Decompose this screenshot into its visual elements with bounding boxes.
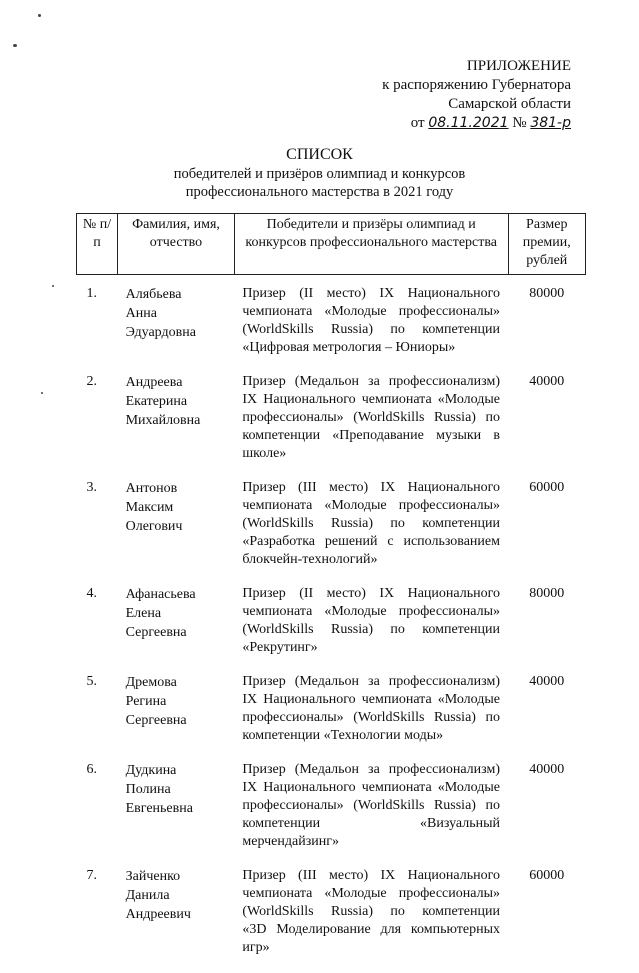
table-row — [77, 373, 586, 479]
name-part: Максим — [126, 498, 231, 517]
achievement-line: «3D Моделирование для компьютерных игр» — [242, 921, 500, 957]
name-part: Олегович — [126, 517, 231, 536]
row-achievement — [234, 479, 508, 585]
name-part: Антонов — [126, 479, 231, 498]
achievement-line: чемпионата «Молодые профессионалы» — [242, 303, 500, 321]
name-part: Дудкина — [126, 761, 231, 780]
appendix-line-2: к распоряжению Губернатора — [341, 76, 571, 95]
table-row — [77, 673, 586, 761]
achievement-line: Призер (Медальон за профессионализм) — [242, 761, 500, 779]
row-achievement — [234, 761, 508, 867]
row-number: 7. — [77, 867, 118, 973]
table-body — [77, 275, 586, 973]
name-part: Евгеньевна — [126, 799, 231, 818]
achievement-line: компетенции «Визуальный мерчендайзинг» — [242, 815, 500, 851]
row-number: 1. — [77, 285, 118, 373]
row-prize: 40000 — [508, 761, 586, 867]
achievement-line: блокчейн-технологий» — [242, 551, 500, 569]
row-full-name — [118, 585, 235, 673]
name-part: Зайченко — [126, 867, 231, 886]
row-full-name — [118, 479, 235, 585]
scan-speck — [38, 14, 41, 17]
row-full-name — [118, 673, 235, 761]
header-prize: Размер премии, рублей — [508, 214, 586, 275]
table-row — [77, 479, 586, 585]
number-label: № — [512, 115, 526, 131]
name-part: Сергеевна — [126, 711, 231, 730]
row-prize: 60000 — [508, 479, 586, 585]
achievement-line: «Разработка решений с использованием — [242, 533, 500, 551]
row-number: 2. — [77, 373, 118, 479]
name-part: Эдуардовна — [126, 323, 231, 342]
achievement-line: профессионалы» (WorldSkills Russia) по — [242, 797, 500, 815]
achievement-line: (WorldSkills Russia) по компетенции — [242, 515, 500, 533]
title-main: СПИСОК — [0, 145, 639, 165]
header-num: № п/п — [77, 214, 118, 275]
row-full-name — [118, 867, 235, 973]
name-part: Андреевич — [126, 905, 231, 924]
row-full-name — [118, 373, 235, 479]
table-row — [77, 761, 586, 867]
name-part: Сергеевна — [126, 623, 231, 642]
row-achievement — [234, 673, 508, 761]
scan-speck — [41, 392, 43, 394]
row-prize: 40000 — [508, 373, 586, 479]
name-part: Полина — [126, 780, 231, 799]
name-part: Елена — [126, 604, 231, 623]
achievement-line: чемпионата «Молодые профессионалы» — [242, 603, 500, 621]
table-row — [77, 867, 586, 973]
achievement-line: компетенции «Технологии моды» — [242, 727, 500, 745]
header-desc: Победители и призёры олимпиад и конкурсов профессионального мастерства — [234, 214, 508, 275]
name-part: Дремова — [126, 673, 231, 692]
row-prize: 40000 — [508, 673, 586, 761]
header-name: Фамилия, имя, отчество — [118, 214, 235, 275]
handwritten-date: 08.11.2021 — [428, 115, 508, 131]
from-label: от — [411, 115, 425, 131]
achievement-line: чемпионата «Молодые профессионалы» — [242, 497, 500, 515]
achievement-line: «Рекрутинг» — [242, 639, 500, 657]
row-number: 6. — [77, 761, 118, 867]
achievement-line: Призер (Медальон за профессионализм) — [242, 373, 500, 391]
achievement-line: чемпионата «Молодые профессионалы» — [242, 885, 500, 903]
achievement-line: компетенции «Преподавание музыки в школе» — [242, 427, 500, 463]
title-sub-1: победителей и призёров олимпиад и конкурсов — [0, 165, 639, 183]
appendix-heading: ПРИЛОЖЕНИЕ — [341, 57, 571, 76]
row-achievement — [234, 867, 508, 973]
achievement-line: Призер (II место) IX Национального — [242, 285, 500, 303]
achievement-line: профессионалы» (WorldSkills Russia) по — [242, 709, 500, 727]
appendix-block — [341, 57, 571, 133]
row-number: 5. — [77, 673, 118, 761]
name-part: Екатерина — [126, 392, 231, 411]
achievement-line: IX Национального чемпионата «Молодые — [242, 691, 500, 709]
achievement-line: «Цифровая метрология – Юниоры» — [242, 339, 500, 357]
row-prize: 60000 — [508, 867, 586, 973]
achievement-line: (WorldSkills Russia) по компетенции — [242, 621, 500, 639]
row-prize: 80000 — [508, 585, 586, 673]
achievement-line: IX Национального чемпионата «Молодые — [242, 779, 500, 797]
row-achievement — [234, 585, 508, 673]
row-achievement — [234, 285, 508, 373]
winners-table — [76, 213, 586, 973]
name-part: Данила — [126, 886, 231, 905]
achievement-line: Призер (Медальон за профессионализм) — [242, 673, 500, 691]
achievement-line: Призер (II место) IX Национального — [242, 585, 500, 603]
name-part: Михайловна — [126, 411, 231, 430]
table-row — [77, 585, 586, 673]
handwritten-number: 381-р — [530, 115, 571, 131]
scan-speck — [13, 44, 17, 47]
achievement-line: (WorldSkills Russia) по компетенции — [242, 903, 500, 921]
achievement-line: Призер (III место) IX Национального — [242, 867, 500, 885]
name-part: Анна — [126, 304, 231, 323]
title-sub-2: профессионального мастерства в 2021 году — [0, 183, 639, 201]
name-part: Андреева — [126, 373, 231, 392]
scan-speck — [52, 285, 54, 287]
row-full-name — [118, 285, 235, 373]
name-part: Алябьева — [126, 285, 231, 304]
row-number: 4. — [77, 585, 118, 673]
appendix-date-line — [341, 114, 571, 133]
name-part: Афанасьева — [126, 585, 231, 604]
name-part: Регина — [126, 692, 231, 711]
appendix-line-3: Самарской области — [341, 95, 571, 114]
document-title — [0, 145, 639, 201]
row-number: 3. — [77, 479, 118, 585]
row-prize: 80000 — [508, 285, 586, 373]
table-header-row — [77, 214, 586, 275]
achievement-line: Призер (III место) IX Национального — [242, 479, 500, 497]
table-row — [77, 285, 586, 373]
row-full-name — [118, 761, 235, 867]
achievement-line: профессионалы» (WorldSkills Russia) по — [242, 409, 500, 427]
row-achievement — [234, 373, 508, 479]
achievement-line: (WorldSkills Russia) по компетенции — [242, 321, 500, 339]
achievement-line: IX Национального чемпионата «Молодые — [242, 391, 500, 409]
